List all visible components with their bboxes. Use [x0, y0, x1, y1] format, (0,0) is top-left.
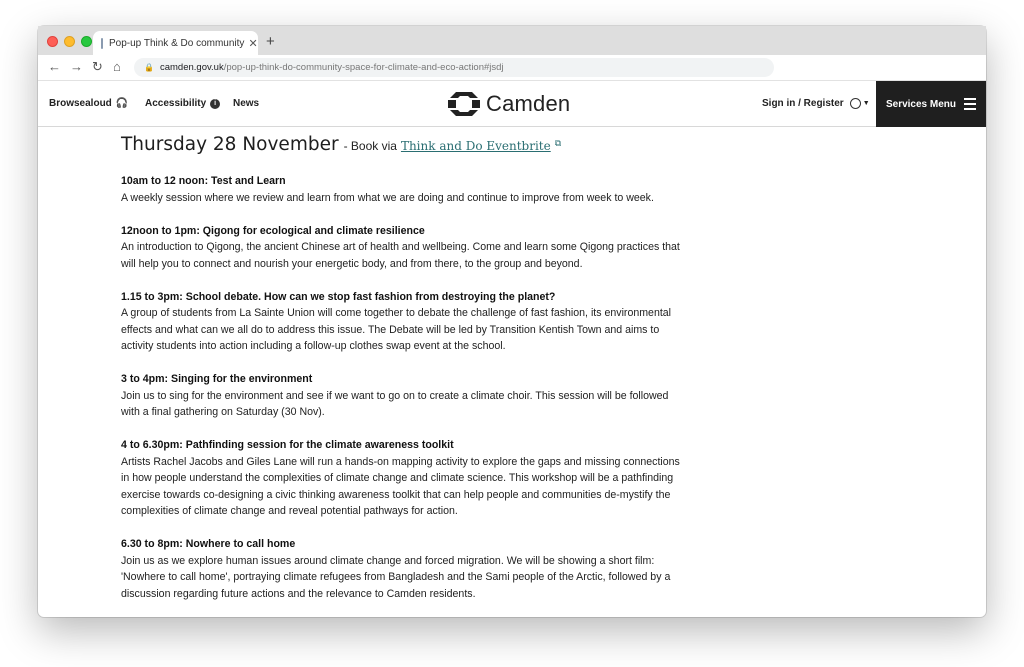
camden-logo[interactable] — [448, 91, 570, 117]
session-text: exercise towards co-designing a civic thinking awareness toolkit that can help people and communities de-mystify the — [121, 488, 671, 501]
maximize-window-button[interactable] — [81, 36, 92, 47]
user-icon — [850, 98, 861, 109]
session-text: with a final gathering on Saturday (30 Nov). — [121, 406, 325, 418]
session-item — [121, 223, 721, 273]
session-text: will help you to connect and nourish your energetic body, and from there, to the group and beyond. — [121, 257, 583, 270]
session-title: 1.15 to 3pm: School debate. How can we stop fast fashion from destroying the planet? — [121, 290, 556, 303]
favicon-icon — [101, 38, 103, 49]
session-text: A weekly session where we review and learn from what we are doing and continue to improve from week to week. — [121, 191, 654, 204]
session-text: activity students into action including a follow-up clothes swap event at the school. — [121, 340, 506, 352]
accessibility-label: Accessibility — [145, 98, 207, 109]
site-header — [38, 81, 986, 127]
sign-in-register-link[interactable] — [762, 98, 870, 109]
tab-strip — [38, 26, 986, 55]
main-content — [121, 134, 721, 619]
day-heading — [121, 134, 721, 155]
camden-logo-text: Camden — [486, 91, 571, 116]
session-text: Join us as we explore human issues around climate change and forced migration. We will be showing a short film: — [121, 554, 655, 567]
news-link[interactable] — [233, 98, 259, 109]
session-text: 'Nowhere to call home', portraying climate refugees from Bangladesh and the Sami people of the Arctic, followed by a — [121, 571, 671, 583]
session-item — [121, 536, 721, 602]
address-bar[interactable] — [134, 58, 774, 77]
browser-toolbar — [38, 55, 986, 81]
lock-icon: 🔒 — [144, 63, 154, 72]
session-text: discussion regarding future actions and the relevance to Camden residents. — [121, 587, 476, 600]
close-tab-icon[interactable]: ✕ — [248, 37, 258, 50]
session-title: 3 to 4pm: Singing for the environment — [121, 373, 313, 385]
headphones-icon: 🎧 — [115, 98, 129, 109]
sign-in-label: Sign in / Register — [762, 98, 844, 109]
caret-down-icon: ▼ — [862, 100, 870, 107]
session-text: A group of students from La Sainte Union will come together to debate the challenge of fast fashion, its environmental — [121, 307, 672, 319]
session-title: 4 to 6.30pm: Pathfinding session for the climate awareness toolkit — [121, 439, 454, 451]
new-tab-button[interactable]: + — [266, 33, 275, 50]
forward-icon[interactable]: → — [70, 59, 83, 74]
browser-window — [38, 26, 986, 617]
browsealoud-label: Browsealoud — [49, 98, 112, 109]
session-text: effects and what can we all do to address this issue. The Debate will be led by Transition Kentish Town and aims to — [121, 323, 660, 336]
minimize-window-button[interactable] — [64, 36, 75, 47]
session-text: complexities of climate change and reveal potential pathways for action. — [121, 505, 458, 517]
accessibility-link[interactable] — [145, 98, 220, 109]
external-link-icon: ⧉ — [554, 138, 562, 148]
hamburger-icon — [964, 98, 976, 110]
session-item — [121, 289, 721, 355]
session-text: Join us to sing for the environment and see if we want to go on to create a climate choir. This session will be followed — [121, 389, 669, 402]
session-text: Artists Rachel Jacobs and Giles Lane will run a hands-on mapping activity to explore the gaps and missing connections — [121, 455, 680, 468]
session-item — [121, 371, 721, 421]
back-icon[interactable]: ← — [48, 59, 61, 74]
camden-logo-icon — [448, 92, 480, 116]
session-item — [121, 173, 721, 206]
eventbrite-link[interactable]: Think and Do Eventbrite — [400, 139, 551, 153]
url-path: /pop-up-think-do-community-space-for-climate-and-eco-action#jsdj — [223, 62, 504, 73]
session-text: An introduction to Qigong, the ancient Chinese art of health and wellbeing. Come and learn some Qigong practices that — [121, 241, 680, 253]
home-icon[interactable]: ⌂ — [113, 59, 121, 74]
session-text: in how people understand the complexities of climate change and climate science. This workshop will be a pathfinding — [121, 472, 674, 484]
session-item — [121, 437, 721, 520]
url-domain: camden.gov.uk — [159, 62, 224, 73]
news-label: News — [233, 98, 260, 109]
accessibility-icon: i — [210, 99, 220, 109]
session-title: 10am to 12 noon: Test and Learn — [121, 175, 286, 187]
reload-icon[interactable]: ↻ — [92, 59, 103, 74]
browsealoud-link[interactable] — [49, 98, 128, 109]
book-via-text: - Book via — [343, 139, 397, 153]
session-title: 6.30 to 8pm: Nowhere to call home — [121, 538, 296, 550]
close-window-button[interactable] — [47, 36, 58, 47]
services-menu-label: Services Menu — [885, 98, 957, 110]
session-title: 12noon to 1pm: Qigong for ecological and climate resilience — [121, 224, 425, 237]
page-title: Thursday 28 November — [121, 134, 339, 155]
services-menu-button[interactable] — [876, 81, 986, 127]
window-controls — [47, 36, 92, 47]
browser-tab[interactable] — [93, 31, 258, 55]
tab-title: Pop-up Think & Do community — [109, 37, 245, 49]
